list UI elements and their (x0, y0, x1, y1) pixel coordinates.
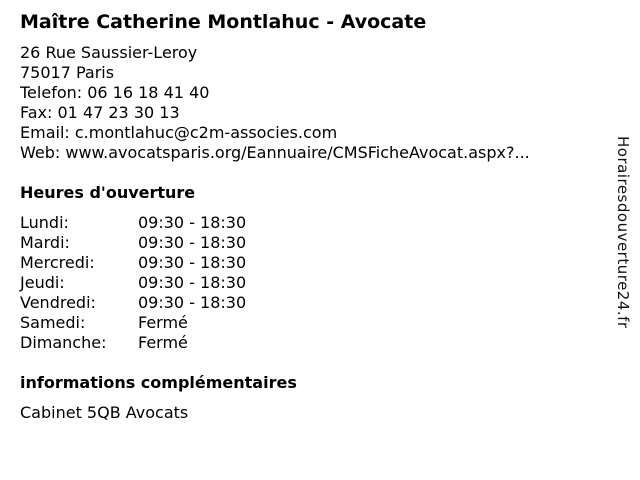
contact-details (20, 43, 530, 163)
time-range: Fermé (138, 333, 188, 352)
address-street: 26 Rue Saussier-Leroy (20, 43, 198, 62)
hours-row-thursday (20, 273, 280, 293)
hours-row-wednesday (20, 253, 280, 273)
phone-number: Telefon: 06 16 18 41 40 (20, 83, 210, 102)
hours-row-saturday (20, 313, 280, 333)
watermark-text: Horairesdouverture24.fr (614, 136, 632, 329)
day-label: Samedi: (20, 313, 86, 332)
fax-number: Fax: 01 47 23 30 13 (20, 103, 180, 122)
day-label: Dimanche: (20, 333, 107, 352)
hours-row-friday (20, 293, 280, 313)
day-label: Mardi: (20, 233, 70, 252)
day-label: Mercredi: (20, 253, 95, 272)
site-watermark (612, 136, 634, 356)
hours-row-sunday (20, 333, 280, 353)
website-link: Web: www.avocatsparis.org/Eannuaire/CMSFicheAvocat.aspx?... (20, 143, 530, 162)
time-range: 09:30 - 18:30 (138, 293, 247, 312)
time-range: 09:30 - 18:30 (138, 273, 247, 292)
hours-row-monday (20, 213, 280, 233)
time-range: 09:30 - 18:30 (138, 213, 247, 232)
opening-hours-list (20, 213, 280, 353)
opening-hours-heading: Heures d'ouverture (20, 183, 196, 202)
page-title: Maître Catherine Montlahuc - Avocate (20, 11, 427, 33)
day-label: Jeudi: (20, 273, 65, 292)
time-range: 09:30 - 18:30 (138, 233, 247, 252)
email-address: Email: c.montlahuc@c2m-associes.com (20, 123, 338, 142)
time-range: 09:30 - 18:30 (138, 253, 247, 272)
additional-info-heading: informations complémentaires (20, 373, 297, 392)
additional-info-text: Cabinet 5QB Avocats (20, 403, 189, 422)
hours-row-tuesday (20, 233, 280, 253)
address-city: 75017 Paris (20, 63, 115, 82)
day-label: Vendredi: (20, 293, 96, 312)
day-label: Lundi: (20, 213, 69, 232)
time-range: Fermé (138, 313, 188, 332)
